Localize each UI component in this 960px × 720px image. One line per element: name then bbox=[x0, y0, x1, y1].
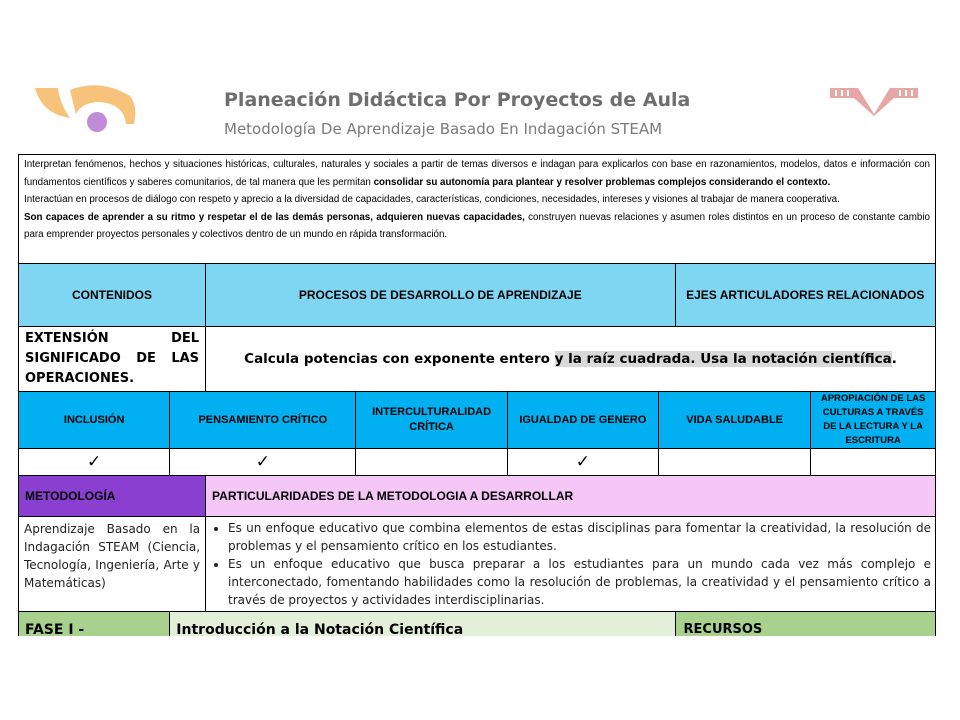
page-title: Planeación Didáctica Por Proyectos de Aula bbox=[224, 89, 691, 111]
proceso-end: . bbox=[891, 351, 897, 367]
eje-interculturalidad-critica: INTERCULTURALIDAD CRÍTICA bbox=[356, 392, 507, 449]
eje-check-cell bbox=[507, 449, 658, 476]
planning-table bbox=[18, 154, 936, 636]
particularidad-item: • Es un enfoque educativo que combina elementos de estas disciplinas para fomentar la creatividad, la resolución de problemas y el pensamiento crítico en los estudiantes. bbox=[228, 519, 931, 555]
eje-check-cell bbox=[170, 449, 356, 476]
particularidades-list bbox=[206, 517, 936, 612]
page-header bbox=[0, 0, 960, 150]
check-icon: ✓ bbox=[575, 452, 590, 471]
procesos-header: PROCESOS DE DESARROLLO DE APRENDIZAJE bbox=[206, 264, 675, 327]
proceso-highlight: y la raíz cuadrada. Usa la notación científica bbox=[554, 351, 892, 367]
contenido-cell: EXTENSIÓN DEL SIGNIFICADO DE LAS OPERACIONES. bbox=[19, 327, 206, 392]
proceso-text: Calcula potencias con exponente entero bbox=[244, 351, 555, 367]
page-subtitle: Metodología De Aprendizaje Basado En Indagación STEAM bbox=[224, 120, 663, 138]
check-icon: ✓ bbox=[255, 452, 270, 471]
intro-p3-bold: Son capaces de aprender a su ritmo y respetar el de las demás personas, adquieren nuevas capacidades, bbox=[24, 211, 525, 223]
ejes-header: EJES ARTICULADORES RELACIONADOS bbox=[675, 264, 935, 327]
intro-p2: Interactúan en procesos de diálogo con respeto y aprecio a la diversidad de capacidades, características, condiciones, necesidades, intereses y visiones al trabajar de manera cooperativa. bbox=[24, 194, 840, 205]
fase-label: FASE I - bbox=[19, 612, 170, 637]
intro-p3: construyen nuevas relaciones y asumen roles distintos en un proceso de constante cambio para emprender proyectos personales y colectivos dentro de un mundo en rápida transformación. bbox=[24, 211, 930, 240]
eje-inclusion: INCLUSIÓN bbox=[19, 392, 170, 449]
institution-logo-right-icon bbox=[828, 84, 920, 118]
contenidos-header: CONTENIDOS bbox=[19, 264, 206, 327]
eje-apropiacion-culturas: APROPIACIÓN DE LAS CULTURAS A TRAVÉS DE LA LECTURA Y LA ESCRITURA bbox=[811, 392, 936, 449]
check-icon: ✓ bbox=[87, 452, 102, 471]
proceso-cell bbox=[206, 327, 936, 392]
eje-check-cell bbox=[19, 449, 170, 476]
eje-igualdad-genero: IGUALDAD DE GENERO bbox=[507, 392, 658, 449]
eje-check-cell bbox=[659, 449, 811, 476]
metodologia-name: Aprendizaje Basado en la Indagación STEAM (Ciencia, Tecnología, Ingeniería, Arte y Matemáticas) bbox=[19, 517, 206, 612]
eje-vida-saludable: VIDA SALUDABLE bbox=[659, 392, 811, 449]
intro-p1-bold: consolidar su autonomía para plantear y resolver problemas complejos considerando el contexto. bbox=[373, 176, 831, 188]
particularidad-item: • Es un enfoque educativo que busca preparar a los estudiantes para un mundo cada vez más complejo e interconectado, fomentando habilidades como la resolución de problemas, la creatividad y el pensamiento crítico a través de proyectos y actividades interdisciplinarias. bbox=[228, 555, 931, 609]
fase-title: Introducción a la Notación Científica bbox=[170, 612, 675, 637]
intro-p1: Interpretan fenómenos, hechos y situaciones históricas, culturales, naturales y sociales a partir de temas diversos e indagan para explicarlos con base en razonamientos, modelos, datos e información con fundamentos científicos y saberes comunitarios, de tal manera que les permitan bbox=[24, 159, 930, 188]
metodologia-header: METODOLOGÍA bbox=[19, 476, 206, 517]
eje-check-cell bbox=[356, 449, 507, 476]
eje-check-cell bbox=[811, 449, 936, 476]
particularidades-header: PARTICULARIDADES DE LA METODOLOGIA A DESARROLLAR bbox=[206, 476, 936, 517]
recursos-header: RECURSOS bbox=[675, 612, 935, 637]
institution-logo-left-icon bbox=[30, 84, 140, 144]
eje-pensamiento-critico: PENSAMIENTO CRÍTICO bbox=[170, 392, 356, 449]
learning-profile-text bbox=[19, 155, 936, 264]
